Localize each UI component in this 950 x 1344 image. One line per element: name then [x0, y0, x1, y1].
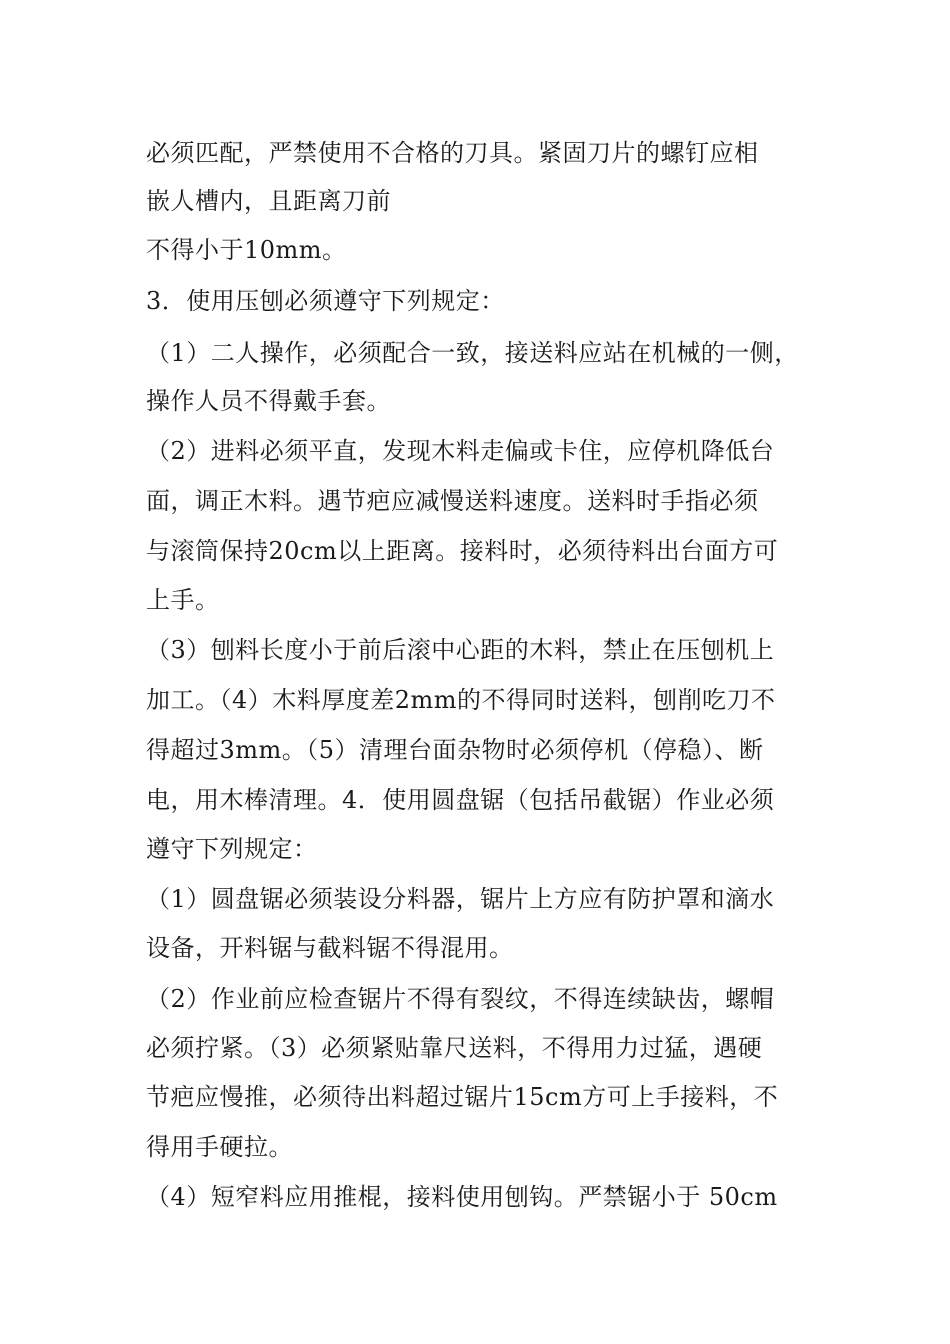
text-line: 加工。（4）木料厚度差2mm的不得同时送料，刨削吃刀不 — [146, 686, 776, 714]
text-line: 操作人员不得戴手套。 — [146, 387, 391, 415]
text-line: 设备，开料锯与截料锯不得混用。 — [146, 934, 514, 962]
section-heading: 3．使用压刨必须遵守下列规定： — [146, 287, 505, 315]
text-line: 上手。 — [146, 586, 220, 614]
text-line: （2）进料必须平直，发现木料走偏或卡住，应停机降低台 — [146, 437, 775, 465]
text-line: 与滚筒保持20cm以上距离。接料时，必须待料出台面方可 — [146, 537, 779, 565]
text-line: 不得小于10mm。 — [146, 236, 347, 264]
text-line: 遵守下列规定： — [146, 835, 318, 863]
text-line: 得用手硬拉。 — [146, 1133, 293, 1161]
text-line: 电，用木棒清理。4．使用圆盘锯（包括吊截锯）作业必须 — [146, 786, 775, 814]
text-line: （4）短窄料应用推棍，接料使用刨钩。严禁锯小于 50cm — [146, 1183, 778, 1211]
text-line: 面，调正木料。遇节疤应减慢送料速度。送料时手指必须 — [146, 487, 759, 515]
text-line: 嵌人槽内，且距离刀前 — [146, 187, 391, 215]
text-line: （1）圆盘锯必须装设分料器，锯片上方应有防护罩和滴水 — [146, 885, 775, 913]
text-line: 得超过3mm。（5）清理台面杂物时必须停机（停稳）、断 — [146, 736, 764, 764]
text-line: 节疤应慢推，必须待出料超过锯片15cm方可上手接料，不 — [146, 1083, 779, 1111]
text-line: 必须拧紧。（3）必须紧贴靠尺送料，不得用力过猛，遇硬 — [146, 1034, 763, 1062]
text-line: 必须匹配，严禁使用不合格的刀具。紧固刀片的螺钉应相 — [146, 139, 759, 167]
text-line: （2）作业前应检查锯片不得有裂纹，不得连续缺齿，螺帽 — [146, 985, 775, 1013]
text-line: （3）刨料长度小于前后滚中心距的木料，禁止在压刨机上 — [146, 636, 775, 664]
text-line: （1）二人操作，必须配合一致，接送料应站在机械的一侧， — [146, 339, 799, 367]
